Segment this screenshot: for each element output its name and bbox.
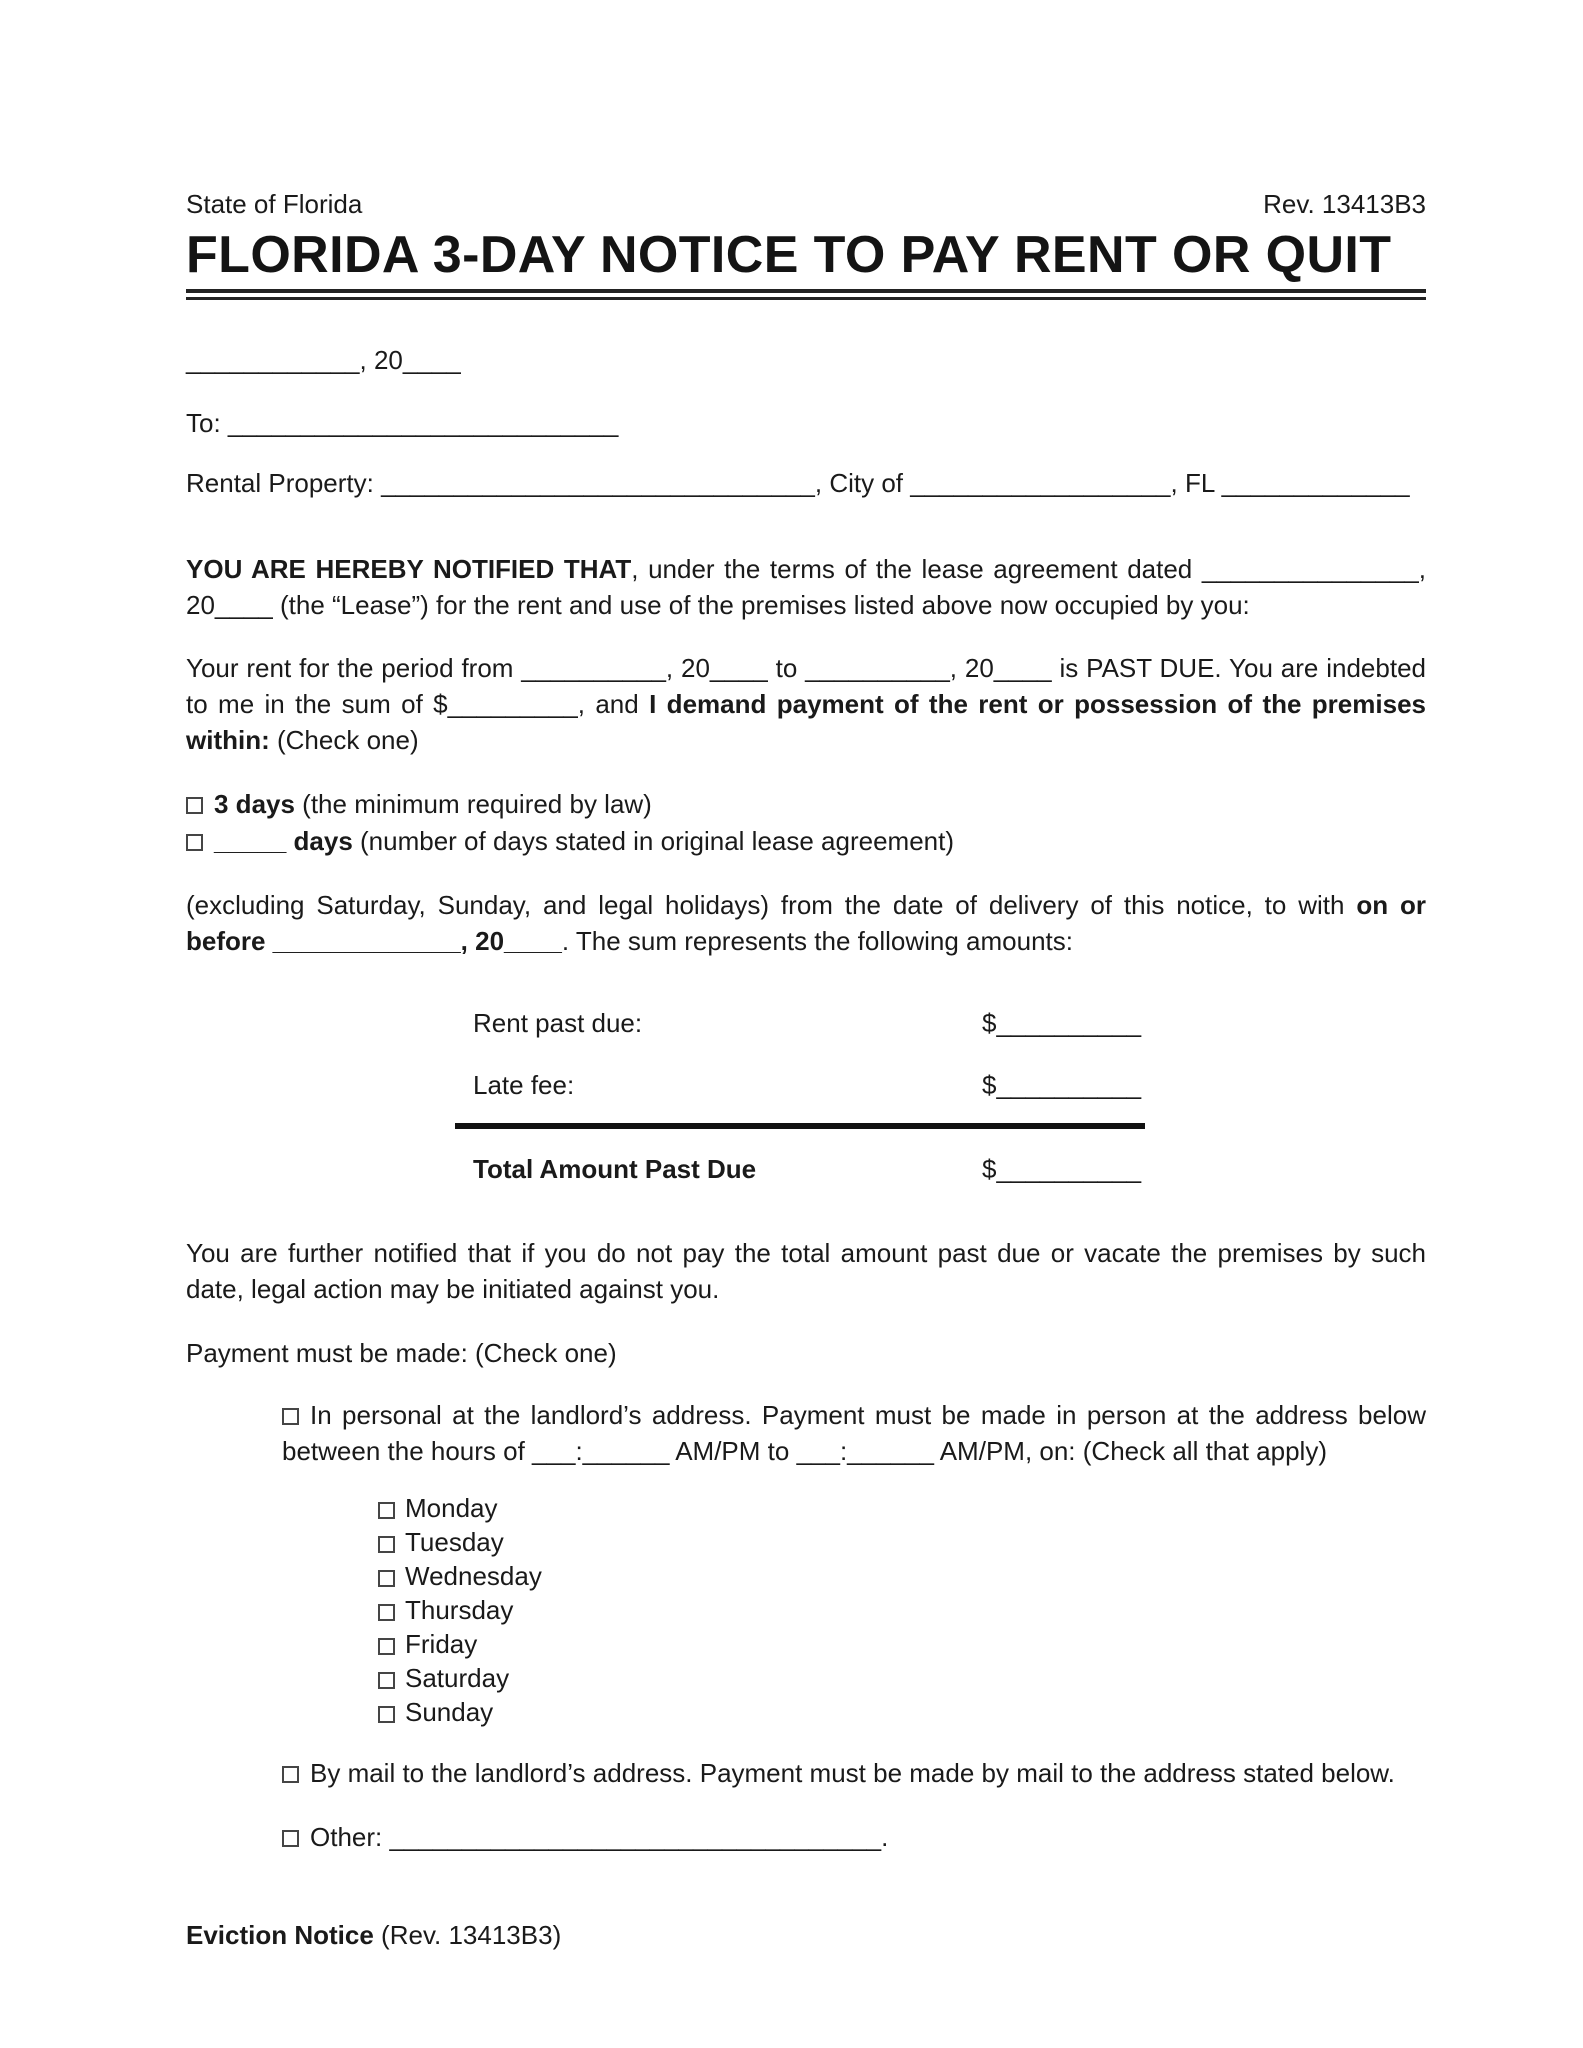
day-checkbox-list	[378, 1491, 1426, 1729]
checkbox-saturday[interactable]	[378, 1672, 395, 1689]
option-3-days	[186, 786, 1426, 823]
option-custom-days-rest: (number of days stated in original lease agreement)	[352, 826, 955, 856]
day-option-sunday	[378, 1695, 1426, 1729]
option-in-person-text: In personal at the landlord’s address. Payment must be made in person at the address below between the hours of ___:______ AM/PM to ___:______ AM/PM, on: (Check all that apply)	[282, 1400, 1426, 1466]
footer-bold-text: Eviction Notice	[186, 1920, 374, 1950]
deadline-tail-text: . The sum represents the following amounts:	[561, 926, 1073, 956]
amount-value-blank: $__________	[982, 1154, 1142, 1184]
amount-value-blank: $__________	[982, 1070, 1142, 1100]
notice-paragraph	[186, 551, 1426, 623]
document-header	[186, 186, 1426, 222]
deadline-lead-text: (excluding Saturday, Sunday, and legal holidays) from the date of delivery of this notice, to with	[186, 890, 1357, 920]
checkbox-monday[interactable]	[378, 1502, 395, 1519]
day-label: Monday	[405, 1493, 498, 1523]
option-in-person	[282, 1397, 1426, 1469]
day-option-friday	[378, 1627, 1426, 1661]
footer-rest-text: (Rev. 13413B3)	[373, 1920, 562, 1950]
amount-row-total	[473, 1151, 1426, 1187]
option-by-mail	[282, 1755, 1426, 1791]
option-custom-days	[186, 823, 1426, 860]
day-label: Saturday	[405, 1663, 510, 1693]
day-label: Thursday	[405, 1595, 514, 1625]
checkbox-thursday[interactable]	[378, 1604, 395, 1621]
title-rule	[186, 289, 1426, 300]
rental-property-line: Rental Property: ______________________________, City of __________________, FL _____________	[186, 468, 1410, 498]
amount-label: Rent past due:	[473, 1008, 643, 1038]
notice-bold-text: YOU ARE HEREBY NOTIFIED THAT	[186, 554, 632, 584]
deadline-bold-text: on or before _____________, 20____	[186, 890, 1426, 956]
amount-row-rent-past-due	[473, 1005, 1426, 1041]
day-option-saturday	[378, 1661, 1426, 1695]
option-custom-days-bold: _____ days	[214, 826, 353, 856]
rent-due-tail-text: (Check one)	[269, 725, 419, 755]
rent-due-bold-text: I demand payment of the rent or possession of the premises within:	[186, 689, 1426, 755]
further-notice-paragraph: You are further notified that if you do not pay the total amount past due or vacate the premises by such date, legal action may be initiated against you.	[186, 1238, 1426, 1304]
amount-value-blank: $__________	[982, 1008, 1142, 1038]
state-label: State of Florida	[186, 189, 363, 219]
option-3-days-rest: (the minimum required by law)	[294, 789, 652, 819]
checkbox-custom-days[interactable]	[186, 834, 203, 851]
revision-label: Rev. 13413B3	[1263, 189, 1426, 219]
day-option-monday	[378, 1491, 1426, 1525]
date-blank-line: ____________, 20____	[186, 345, 461, 375]
payment-method-heading: Payment must be made: (Check one)	[186, 1338, 617, 1368]
checkbox-by-mail[interactable]	[282, 1766, 299, 1783]
checkbox-other[interactable]	[282, 1830, 299, 1847]
day-option-thursday	[378, 1593, 1426, 1627]
checkbox-friday[interactable]	[378, 1638, 395, 1655]
document-footer	[186, 1917, 1426, 1953]
checkbox-3-days[interactable]	[186, 797, 203, 814]
deadline-paragraph	[186, 887, 1426, 959]
day-label: Wednesday	[405, 1561, 542, 1591]
option-3-days-bold: 3 days	[214, 789, 295, 819]
amounts-table	[186, 1005, 1426, 1187]
amount-row-late-fee	[473, 1067, 1426, 1103]
day-label: Tuesday	[405, 1527, 504, 1557]
day-label: Sunday	[405, 1697, 494, 1727]
amounts-divider	[455, 1123, 1145, 1129]
checkbox-wednesday[interactable]	[378, 1570, 395, 1587]
amount-total-label: Total Amount Past Due	[473, 1154, 757, 1184]
to-line: To: ___________________________	[186, 408, 619, 438]
checkbox-sunday[interactable]	[378, 1706, 395, 1723]
rent-due-paragraph	[186, 650, 1426, 758]
option-by-mail-text: By mail to the landlord’s address. Payment must be made by mail to the address stated below.	[310, 1758, 1395, 1788]
document-title: FLORIDA 3-DAY NOTICE TO PAY RENT OR QUIT	[186, 226, 1392, 284]
day-option-wednesday	[378, 1559, 1426, 1593]
day-option-tuesday	[378, 1525, 1426, 1559]
option-other	[282, 1819, 1426, 1855]
days-option-group	[186, 786, 1426, 860]
notice-rest-text: , under the terms of the lease agreement dated _______________, 20____ (the “Lease”) for the rent and use of the premises listed above now occupied by you:	[186, 554, 1426, 620]
checkbox-in-person[interactable]	[282, 1408, 299, 1425]
day-label: Friday	[405, 1629, 478, 1659]
amount-label: Late fee:	[473, 1070, 575, 1100]
checkbox-tuesday[interactable]	[378, 1536, 395, 1553]
option-other-text: Other: __________________________________.	[310, 1822, 889, 1852]
rent-due-lead-text: Your rent for the period from __________, 20____ to __________, 20____ is PAST DUE. You are indebted to me in the sum of $_________, and	[186, 653, 1426, 719]
